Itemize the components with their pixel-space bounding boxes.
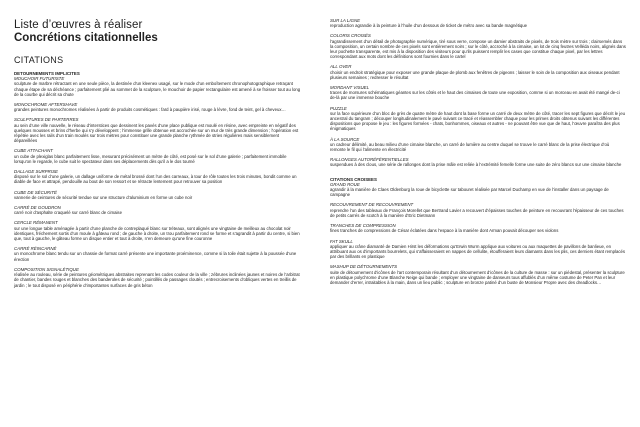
entry (14, 76, 302, 97)
entry (330, 157, 626, 167)
entry-title: TRANCHES DE COMPRESSION (330, 223, 396, 229)
entry (330, 239, 626, 260)
group-heading: CITATIONS CROISEES (330, 176, 377, 182)
entry-title: SCULPTURES DE PARTERRES (14, 117, 79, 123)
entry-title: CUBE ATTACHANT (14, 148, 53, 154)
page-title-line1: Liste d’œuvres à réaliser (14, 19, 143, 31)
entry-body: suspendues à des clous, une série de rallonges dont la prise mâle est reliée à l’extrémité femelle forme une suite de zéro blancs sur une cimaise blanche (330, 162, 622, 168)
entry-title: SUR LA LIGNE (330, 18, 361, 23)
entry (330, 223, 626, 233)
entry-body: carré noir d’asphalte craquelé sur carré blanc de cimaise (14, 210, 122, 216)
entry-title: À LA SOURCE (330, 136, 360, 142)
entry (14, 117, 302, 143)
entry-body: sur la face supérieure d’un bloc de grès de quatre mètre de haut dont la base forme un carré de deux mètre de côté, tracer les sept figures que décrit le jeu ancestral du tangram ; découper longitudinalement le pavé suivant ce tracé et réassembler chaque pour les primes droits obtenus suivant les différentes dispositions que propose le jeu : les figures formées - chats, bonhommes, oiseaux et autres - ne pouvant être vue que de haut, l’œuvre paraîtra des plus énigmatiques (330, 110, 625, 132)
entry (14, 148, 302, 164)
entry-title: COLORIS CROISÉS (330, 33, 371, 39)
entry-body: un cadreur délimité, au beau milieu d’une cimaise blanche, un carré de lumière au centre duquel se trouve le carré blanc de la prise électrique d’où remonte le fil qui l’alimente en électricité (330, 141, 610, 153)
entry-body: reproduction agrandie à la peinture à l’huile d’un dessous de ticket de métro avec sa bande magnétique (330, 23, 528, 29)
right-column (330, 18, 626, 290)
entry-title: RECOUVREMENT DE RECOUVREMENT (330, 202, 414, 208)
entry (330, 64, 626, 80)
right-grouped-entries (330, 177, 626, 285)
entry-title: MASHUP DE DÉTOURNEMENTS (330, 264, 398, 270)
group-heading: DETOURNEMENTS IMPLICITES (14, 71, 80, 76)
entry-title: CUBE DE SÉCURITÉ (14, 189, 57, 195)
entry-body: suite de détournement d’icônes de l’art contemporain résultant d’un détournement d’icônes de la culture de masse : sur un piédestal, présenter la sculpture en plastique polychrome d’une Blanche Neige qui bande ; employer une vingtaine de danseurs tous affublés d’un même costume de Peter Pan et leur demander d’errer, intraitables à la main, dans un lieu public ; sculpture en bronze patiné d’un buste de Monsieur Propre avec des dreadlocks… (330, 269, 625, 285)
page-title-line2: Concrétions citationnelles (14, 32, 158, 44)
right-entries (330, 18, 626, 168)
entry (330, 106, 626, 132)
entry-title: FAT SKULL (330, 238, 353, 244)
entry (14, 246, 302, 262)
entry-body: agrandir à la manière de Claes Oldenburg la roue de bicyclette sur tabouret réalisée par Marcel Duchamp en vue de l’installer dans un paysage de campagne (330, 187, 609, 198)
section-heading: CITATIONS (14, 55, 64, 65)
entry-body: un cube de plexiglas blanc parfaitement lisse, mesurant précisément un mètre de côté, est posé sur le sol d’une galerie ; parfaitement immobile lorsqu’on le regarde, le cube suit le spectateur dans ses déplacements dès qu’il a le dos tourné (14, 153, 287, 164)
entry (330, 18, 626, 28)
entry-body: un monochrome blanc tendu sur un chassie de format carré présente une importante proéminence, comme si la toile était sujette à la poussée d’une érection (14, 251, 297, 262)
entry (330, 264, 626, 285)
entry (330, 137, 626, 153)
entry-body: au sein d’une ville nouvelle, le réseau d’interstices que dessinent les pavés d’une place publique est moulé en résine, avec empreinte en négatif des quelques mousses et brins d’herbe qui s’y développent ; l’immense grille obtenue est accrochée sur un mur de très grande dimension ; l’opération est répétée avec les rails d’un train moulés sur trois mètres pour constituer une grande planche rythmée de stries régulières mais sensiblement dépareillées (14, 122, 299, 144)
left-entries (14, 71, 302, 288)
entry-title: COMPOSITION SIGNALÉTIQUE (14, 266, 79, 272)
entry (330, 202, 626, 218)
entry-body: grandes peintures monochromes réalisées à partir de produits cosmétiques : fard à paupière irisé, rouge à lèvre, fond de teint, gel à cheveux… (14, 107, 286, 113)
entry-title: RALLONGES AUTORÉFÉRENTIELLES (330, 157, 409, 163)
entry (14, 205, 302, 215)
entry-title: PUZZLE (330, 105, 347, 111)
entry (330, 33, 626, 59)
entry-title: ALL OVER (330, 64, 352, 70)
entry-title: DALLAGE SURPRISE (14, 169, 58, 175)
entry-body: réalisée au rouleau, série de peintures géométriques abstraites reprenant les codes couleur de la ville ; zébrures inclinées jaunes et noires de l’arbitrat de chantier, bandes rouges et blanches des banderoles de sécurité ; pointillés de passages cloutés ; entrecroisements d’obliques vertes en treillis de jardin ; le tout disposé en périphérie d’importantes surfaces de gris béton (14, 272, 300, 288)
entry-body: reprendre l’un des tableaux de François Morellet que Bertrand Lavier a recouvert d’épaisses touches de peinture en recouvrant l’épaisseur de ces touches de petits carrés de scotch à la manière d’Eric Dietmann (330, 207, 624, 218)
left-column (14, 0, 302, 293)
entry-body: traces de morsures schématiques géantes sur les côtés et le haut des cimaises de toute une exposition, comme si un morceau en avait été mangé de-ci de-là par une immense bouche (330, 90, 620, 101)
entry-title: GRAND ROUE (330, 181, 360, 187)
entry-body: fines tranches de compressions de César éclatées dans l’espace à la manière dont Arman pouvait découper ses violons (330, 228, 559, 234)
entry-body: disposé sur le sol d’une galerie, un dallage uniforme de métal brossé dont l’un des carreaux, à tour de rôle toutes les trois minutes, bondit comme un diable de face et attrapé, pendouille au bout de son ressort et se rétracte lentement pour retrouver sa position (14, 174, 297, 185)
entry (14, 267, 302, 288)
entry-title: MOUCHOIR FUTURISTE (14, 76, 65, 82)
entry-body: l’agrandissement d’un détail de photographie numérique, tiré sous verre, compose un damier abstraits de pixels, de trois mètre sur trois ; clairsemés dans la composition, un certain nombre de ces pixels sont entièrement noirs ; sur le côté, accroché à la cimaise, un lot de cinq feutres Velléda noirs, alignés dans leur pochette transparente, est mis à la disposition des visiteurs pour qu’ils puissent remplir les cases que constitue chaque pixel, par les lettres correspondant aux mots dont les définitions sont fournies dans le cartel (330, 38, 626, 60)
entry (330, 182, 626, 198)
entry-title: CARRÉ DE GOUDRON (14, 205, 61, 211)
entry-body: choisir un endroit stratégique pour exposer une grande plaque de plomb aux fenêtres de pigeons ; laisser le soin de la composition aux oiseaux pendant plusieurs semaines ; redresser le résultat (330, 69, 620, 80)
entry (14, 220, 302, 241)
entry-title: CARRÉ RÉINCARNÉ (14, 246, 57, 252)
entry-body: sculpture de marbre rétractant en une seule pièce, la destinée d’un kleenex usagé, sur le mode d’un emboîtement chronophotographique retraçant chaque étape de sa déchéance ; parfaitement plié au sommet de la sculpture, le mouchoir de papier rectangulaire est amené à se froisser tout au long de la courbe qui décrit sa chute (14, 81, 301, 97)
entry-body: appliquer au crâne diamanté de Damien Hirst les déformations qu’Erwin Wurm applique aux voitures ou aux maquettes de pavillons de banlieue, en attribuant aux os d’importants bourrelets, qui s’affaisseraient en nappes de cellulite, étoufferaient leurs diamants dans les plis, ces derniers étant remplacés par des brillants en plastique (330, 243, 626, 260)
entry (330, 85, 626, 101)
entry (14, 102, 302, 112)
entry (14, 169, 302, 185)
entry-body: sur une longue table aménagée à partir d’une planche de contreplaqué blanc sur tréteaux, sont alignés une vingtaine de meilleux au chocolat noir identiques, fréchement sortis d’un moule à gâteau rond ; de gauche à droite, un trou parfaitement rond se forme et s’agrandit à partir du centre, si bien que, tout à gauche, le gâteau forme un disque entier et tout à droite, n’en demeure qu’une fine couronne (14, 225, 300, 242)
entry-title: MORDANT VISUEL (330, 85, 370, 91)
entry-title: CERCLE RÉMANENT (14, 220, 58, 226)
entry-body: vannerie de ceintures de sécurité tendue sur une structure d’aluminium en forme un cube noir (14, 194, 193, 200)
entry (14, 190, 302, 200)
entry-title: MONOCHROME AFTERSHAVE (14, 102, 78, 108)
